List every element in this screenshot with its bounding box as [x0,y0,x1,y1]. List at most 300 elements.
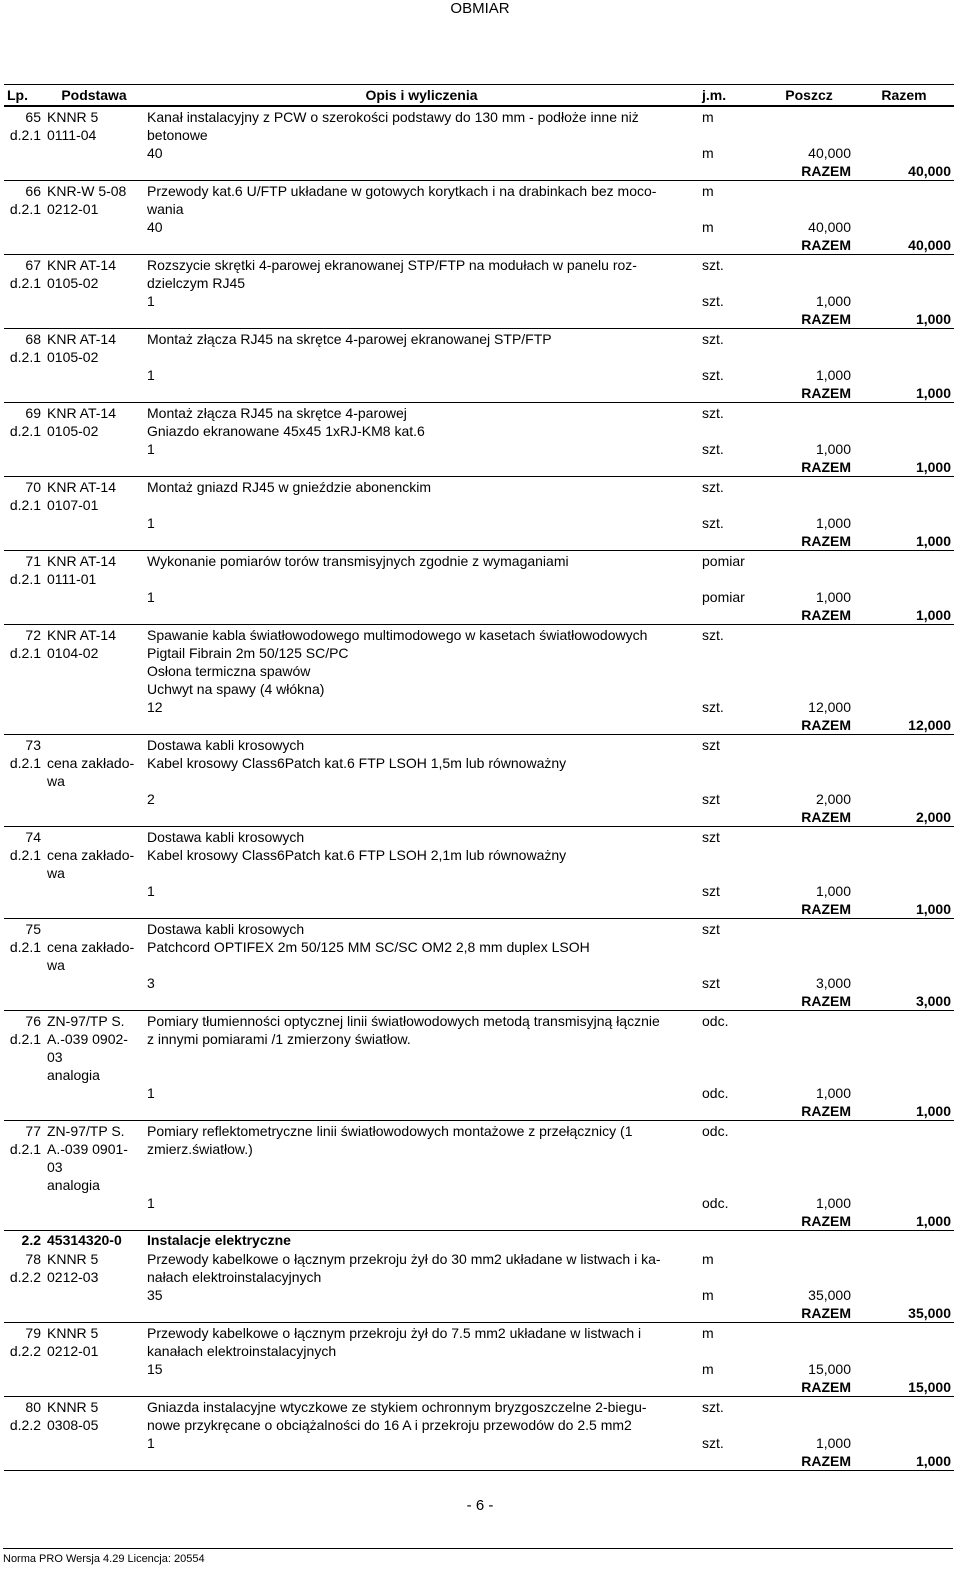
item-description-row [4,255,954,275]
item-description: Gniazdo ekranowane 45x45 1xRJ-KM8 kat.6 [147,423,425,439]
item-calc-row [4,698,954,716]
item-razem [854,772,954,790]
item-description [144,236,699,255]
item-razem-value: 1,000 [854,458,954,477]
item-razem [854,919,954,939]
item-description-row [4,200,954,218]
item-description: Kanał instalacyjny z PCW o szerokości podstawy do 130 mm - podłoże inne niż [147,109,639,125]
item-poszcz [764,1140,854,1158]
razem-label: RAZEM [764,236,854,255]
item-razem [854,956,954,974]
item-unit [699,384,764,403]
item-description [144,808,699,827]
item-razem [854,644,954,662]
item-unit: odc. [702,1123,729,1139]
item-poszcz-value: 40,000 [808,145,851,161]
item-razem [854,846,954,864]
item-unit [699,496,764,514]
item-podstawa [44,588,144,606]
item-lp: 75 [25,921,41,937]
item-poszcz [764,329,854,349]
item-podstawa [44,662,144,680]
item-razem [854,440,954,458]
item-poszcz-value: 1,000 [815,441,851,457]
item-unit: odc. [702,1013,729,1029]
item-podstawa [44,1286,144,1304]
item-razem [854,144,954,162]
item-calc-row [4,1360,954,1378]
item-lp [4,772,44,790]
item-poszcz-value: 1,000 [815,1195,851,1211]
item-description [144,992,699,1011]
item-description-row [4,827,954,847]
item-lp [4,440,44,458]
item-unit [699,1212,764,1231]
item-lp: d.2.1 [9,127,41,143]
item-poszcz [764,1323,854,1343]
item-lp: d.2.1 [9,755,41,771]
item-unit: szt. [702,405,724,421]
item-unit [699,680,764,698]
item-unit [699,772,764,790]
item-description-row [4,403,954,423]
item-description: kanałach elektroinstalacyjnych [147,1343,337,1359]
razem-label: RAZEM [764,900,854,919]
item-poszcz [764,106,854,126]
item-calc-unit: szt [702,791,720,807]
item-razem [854,1084,954,1102]
item-description [144,348,699,366]
item-lp [4,162,44,181]
item-poszcz [764,1011,854,1031]
item-description [144,606,699,625]
item-lp [4,974,44,992]
item-poszcz [764,827,854,847]
item-podstawa [44,1212,144,1231]
razem-label: RAZEM [764,162,854,181]
estimate-item [4,477,954,551]
item-razem [854,292,954,310]
item-lp: 74 [25,829,41,845]
item-description: Montaż gniazd RJ45 w gnieździe abonenckim [147,479,432,495]
item-calc-unit: szt. [702,699,724,715]
estimate-item [4,1323,954,1397]
item-description: Przewody kabelkowe o łącznym przekroju żył do 7.5 mm2 układane w listwach i [147,1325,642,1341]
item-unit [699,162,764,181]
item-poszcz [764,403,854,423]
item-podstawa: 0308-05 [47,1417,99,1433]
item-podstawa: 0105-02 [47,275,99,291]
item-description: dzielczym RJ45 [147,275,246,291]
estimate-item [4,1249,954,1323]
item-poszcz [764,1121,854,1141]
estimate-item [4,735,954,827]
item-description: Montaż złącza RJ45 na skrętce 4-parowej ekranowanej STP/FTP [147,331,552,347]
item-razem [854,882,954,900]
item-podstawa: 0111-01 [47,571,97,587]
item-poszcz [764,274,854,292]
razem-label: RAZEM [764,384,854,403]
item-description [144,162,699,181]
item-calc: 40 [147,219,163,235]
item-unit [699,1342,764,1360]
item-description-row [4,126,954,144]
item-description [144,900,699,919]
item-description-row [4,329,954,349]
item-calc: 1 [147,367,155,383]
page-number: - 6 - [466,1497,494,1514]
item-calc: 40 [147,145,163,161]
item-unit [699,716,764,735]
item-razem [854,1011,954,1031]
item-razem [854,662,954,680]
item-total-row [4,384,954,403]
item-total-row [4,1452,954,1471]
item-unit [699,422,764,440]
item-poszcz [764,1176,854,1194]
item-lp [4,1360,44,1378]
item-lp: d.2.1 [9,1141,41,1157]
item-calc-row [4,366,954,384]
item-podstawa [44,218,144,236]
item-calc-unit: szt. [702,515,724,531]
item-calc: 1 [147,589,155,605]
col-razem: Razem [854,85,954,107]
item-description: Przewody kat.6 U/FTP układane w gotowych korytkach i na drabinkach bez moco- [147,183,657,199]
item-poszcz [764,1158,854,1176]
item-unit [699,846,764,864]
item-razem [854,348,954,366]
item-podstawa [44,735,144,755]
item-description [144,1066,699,1084]
item-razem [854,403,954,423]
item-description-row [4,1158,954,1176]
item-razem [854,790,954,808]
item-razem [854,514,954,532]
section-code: 45314320-0 [47,1232,122,1248]
item-podstawa [44,1360,144,1378]
razem-label: RAZEM [764,716,854,735]
item-unit: pomiar [702,553,745,569]
item-description [144,1048,699,1066]
item-razem [854,218,954,236]
item-razem [854,1360,954,1378]
col-poszcz: Poszcz [764,85,854,107]
item-unit [699,570,764,588]
item-total-row [4,1378,954,1397]
item-razem [854,1434,954,1452]
item-description: Osłona termiczna spawów [147,663,311,679]
item-unit: szt [702,737,720,753]
item-razem [854,422,954,440]
item-lp [4,292,44,310]
estimate-item [4,827,954,919]
razem-label: RAZEM [764,532,854,551]
item-podstawa [44,1434,144,1452]
item-calc-row [4,974,954,992]
item-razem-value: 40,000 [854,162,954,181]
item-unit [699,900,764,919]
section-title: Instalacje elektryczne [147,1232,291,1248]
item-lp [4,606,44,625]
estimate-item [4,403,954,477]
item-description [144,716,699,735]
item-podstawa [44,919,144,939]
item-poszcz [764,1249,854,1268]
item-total-row [4,606,954,625]
item-unit [699,808,764,827]
item-description-row [4,477,954,497]
item-podstawa [44,162,144,181]
item-description-row [4,422,954,440]
item-lp [4,1212,44,1231]
item-lp [4,1084,44,1102]
razem-label: RAZEM [764,1378,854,1397]
item-podstawa [44,606,144,625]
item-lp: 73 [25,737,41,753]
item-description: betonowe [147,127,208,143]
item-description-row [4,735,954,755]
item-description: Wykonanie pomiarów torów transmisyjnych zgodnie z wymaganiami [147,553,569,569]
item-razem [854,1121,954,1141]
item-lp [4,716,44,735]
item-razem [854,496,954,514]
estimate-item [4,625,954,735]
item-lp: 68 [25,331,41,347]
razem-label: RAZEM [764,1212,854,1231]
item-razem [854,181,954,201]
item-podstawa: wa [47,773,65,789]
item-description-row [4,1342,954,1360]
item-podstawa [44,1452,144,1471]
item-description: Dostawa kabli krosowych [147,829,305,845]
item-calc: 12 [147,699,163,715]
item-razem [854,1030,954,1048]
item-lp [4,864,44,882]
item-unit [699,1158,764,1176]
item-podstawa [44,1084,144,1102]
item-calc: 1 [147,515,155,531]
item-podstawa: cena zakłado- [47,847,135,863]
item-podstawa [44,1194,144,1212]
item-lp [4,1286,44,1304]
item-razem-value: 2,000 [854,808,954,827]
item-description: Pomiary reflektometryczne linii światłowodowych montażowe z przełącznicy (1 [147,1123,633,1139]
item-razem [854,106,954,126]
item-poszcz-value: 1,000 [815,883,851,899]
item-calc-unit: m [702,145,714,161]
item-razem-value: 1,000 [854,900,954,919]
item-razem [854,1268,954,1286]
item-total-row [4,716,954,735]
item-podstawa: KNR AT-14 [47,331,116,347]
item-podstawa [44,992,144,1011]
item-unit [699,532,764,551]
item-razem [854,1048,954,1066]
item-calc-row [4,1286,954,1304]
item-calc-unit: szt. [702,367,724,383]
item-lp [4,588,44,606]
item-razem [854,1158,954,1176]
item-description [144,384,699,403]
item-podstawa [44,144,144,162]
item-razem [854,200,954,218]
item-description-row [4,864,954,882]
item-description [144,1212,699,1231]
item-razem [854,570,954,588]
item-lp: d.2.2 [9,1417,41,1433]
item-total-row [4,162,954,181]
item-description-row [4,938,954,956]
col-lp: Lp. [4,85,44,107]
item-description [144,864,699,882]
section-empty [699,1231,764,1250]
item-unit: szt. [702,331,724,347]
item-description: Kabel krosowy Class6Patch kat.6 FTP LSOH 1,5m lub równoważny [147,755,567,771]
item-razem [854,827,954,847]
item-unit [699,1066,764,1084]
item-calc-unit: szt. [702,293,724,309]
item-podstawa [44,1378,144,1397]
item-podstawa: KNNR 5 [47,1325,99,1341]
item-lp: d.2.2 [9,1343,41,1359]
item-description: Rozszycie skrętki 4-parowej ekranowanej STP/FTP na modułach w panelu roz- [147,257,637,273]
item-calc-row [4,790,954,808]
item-razem [854,477,954,497]
item-lp [4,384,44,403]
item-poszcz [764,625,854,645]
item-poszcz-value: 1,000 [815,515,851,531]
item-podstawa [44,1304,144,1323]
item-razem-value: 12,000 [854,716,954,735]
item-lp: 78 [25,1251,41,1267]
item-podstawa: analogia [47,1067,100,1083]
item-description-row [4,772,954,790]
item-podstawa: 0105-02 [47,349,99,365]
item-lp: d.2.1 [9,497,41,513]
item-poszcz [764,181,854,201]
item-unit [699,236,764,255]
item-podstawa: ZN-97/TP S. [47,1123,125,1139]
item-unit [699,1140,764,1158]
item-description-row [4,1416,954,1434]
estimate-item [4,255,954,329]
item-description: Przewody kabelkowe o łącznym przekroju żył do 30 mm2 układane w listwach i ka- [147,1251,661,1267]
item-lp [4,1048,44,1066]
item-description-row [4,1140,954,1158]
item-razem-value: 1,000 [854,606,954,625]
item-poszcz [764,255,854,275]
item-razem-value: 40,000 [854,236,954,255]
item-lp: d.2.1 [9,201,41,217]
item-lp: d.2.1 [9,571,41,587]
item-podstawa: cena zakłado- [47,939,135,955]
item-unit [699,644,764,662]
item-total-row [4,236,954,255]
item-total-row [4,900,954,919]
item-calc-row [4,588,954,606]
item-lp [4,1378,44,1397]
item-razem [854,735,954,755]
item-lp [4,698,44,716]
item-podstawa: 03 [47,1159,63,1175]
item-unit [699,992,764,1011]
item-description-row [4,1397,954,1417]
item-poszcz-value: 12,000 [808,699,851,715]
item-poszcz-value: 40,000 [808,219,851,235]
item-description-row [4,625,954,645]
item-podstawa: KNR-W 5-08 [47,183,127,199]
item-lp [4,144,44,162]
item-unit [699,1102,764,1121]
item-calc-unit: szt. [702,1435,724,1451]
item-calc-row [4,292,954,310]
item-calc-row [4,882,954,900]
item-lp [4,808,44,827]
item-description-row [4,1030,954,1048]
item-description: Montaż złącza RJ45 na skrętce 4-parowej [147,405,407,421]
item-unit: szt. [702,627,724,643]
item-description-row [4,919,954,939]
item-podstawa: 0212-03 [47,1269,99,1285]
item-poszcz [764,496,854,514]
item-unit: m [702,109,714,125]
section-row [4,1231,954,1250]
item-poszcz [764,754,854,772]
item-lp [4,366,44,384]
item-poszcz-value: 15,000 [808,1361,851,1377]
item-calc-unit: szt [702,975,720,991]
item-unit [699,754,764,772]
item-lp: d.2.1 [9,1031,41,1047]
item-poszcz [764,126,854,144]
item-total-row [4,1102,954,1121]
item-description-row [4,274,954,292]
item-total-row [4,310,954,329]
item-description: Kabel krosowy Class6Patch kat.6 FTP LSOH 2,1m lub równoważny [147,847,567,863]
col-podstawa: Podstawa [44,85,144,107]
item-podstawa: 0105-02 [47,423,99,439]
item-podstawa: KNR AT-14 [47,553,116,569]
estimate-table [4,84,954,1471]
item-lp: 79 [25,1325,41,1341]
section-empty [854,1231,954,1250]
item-unit [699,938,764,956]
item-unit [699,126,764,144]
item-description: Spawanie kabla światłowodowego multimodowego w kasetach światłowodowych [147,627,648,643]
col-jm: j.m. [699,85,764,107]
item-lp [4,514,44,532]
item-poszcz [764,938,854,956]
item-description [144,458,699,477]
item-podstawa [44,716,144,735]
item-unit [699,274,764,292]
item-description-row [4,846,954,864]
item-lp [4,1304,44,1323]
item-description-row [4,1048,954,1066]
item-podstawa: A.-039 0901- [47,1141,128,1157]
item-calc: 1 [147,1435,155,1451]
item-unit [699,1304,764,1323]
item-poszcz-value: 1,000 [815,293,851,309]
item-poszcz [764,662,854,680]
item-razem [854,588,954,606]
item-description [144,1158,699,1176]
item-lp [4,992,44,1011]
item-poszcz-value: 1,000 [815,367,851,383]
item-description: Pomiary tłumienności optycznej linii światłowodowych metodą transmisyjną łącznie [147,1013,660,1029]
estimate-item [4,106,954,181]
